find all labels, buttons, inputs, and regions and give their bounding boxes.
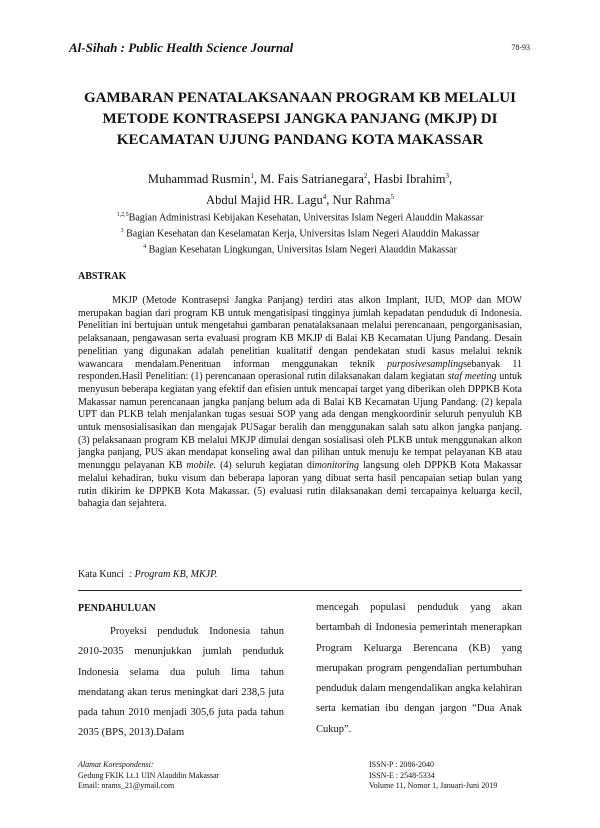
abstract-heading: ABSTRAK — [78, 271, 127, 282]
title-line: KECAMATAN UJUNG PANDANG KOTA MAKASSAR — [116, 132, 484, 148]
correspondence-footer — [78, 760, 219, 792]
affiliation-list — [60, 209, 540, 256]
author-affil-mark: 5 — [390, 193, 394, 202]
keywords — [78, 569, 217, 580]
author-affil-mark: 1 — [250, 172, 254, 180]
correspondence-email: Email: nrams_21@ymail.com — [78, 781, 175, 790]
divider — [78, 590, 522, 591]
correspondence-address: Gedung FKIK Lt.1 UIN Alauddin Makassar — [78, 770, 220, 780]
page-range: 78-93 — [511, 43, 530, 52]
correspondence-label: Alamat Korespondensi: — [78, 760, 154, 769]
abstract-body: MKJP (Metode Kontrasepsi Jangka Panjang) terdiri atas alkon Implant, IUD, MOP dan MOW merupakan bagian dari program KB untuk mengatisipasi tingginya jumlah kepadatan penduduk di Indonesia. Penelitian ini bertujuan untuk mengetahui gambaran penatalaksanaan melalui perencanaan, pengorganisasian, pelaksanaan, pengawasan serta evaluasi program KB MKJP di Balai KB Kecamatan Ujung Pandang. Desain penelitian yang digunakan adalah penelitian kualitatif dengan pendekatan studi kasus melalui teknik wawancara mendalam.Penentuan informan menggunakan teknik purposivesamplingsebanyak 11 responden.Hasil Penelitian: (1) perencanaan operasional rutin dilaksanakan dalam kegiatan staf meeting untuk menyusun beberapa kegiatan yang efektif dan efisien untuk mencapai target yang diberikan oleh DPPKB Kota Makassar namun perencanaan jangka panjang belum ada di Balai KB Kecamatan Ujung Pandang. (2) kepala UPT dan PLKB telah menjalankan tugas sesuai SOP yang ada dengan mengkoordinir seluruh penyuluh KB untuk mensosialisasikan dan mengajak PUSagar beralih dan menggunakan salah satu alkon jangka panjang. (3) pelaksanaan program KB melalui MKJP dimulai dengan sosialisasi oleh PLKB untuk menggunakan alkon jangka panjang, PUS akan mendapat konseling awal dan pilihan untuk menuju ke tempat pelayanan KB atau menunggu pelayanan KB mobile. (4) seluruh kegiatan dimonitoring langsung oleh DPPKB Kota Makassar melalui kehadiran, buku visum dan beberapa laporan yang dibuat serta hasil pencapaian setiap bulan yang rutin dikirim ke DPPKB Kota Makassar. (5) evaluasi rutin dilaksanakan demi tercapainya keluarga kecil, bahagia dan sejahtera. — [78, 295, 523, 510]
author-name: Hasbi Ibrahim — [373, 172, 446, 187]
section-heading: PENDAHULUAN — [78, 603, 156, 614]
author-name: Abdul Majid HR. Lagu — [206, 193, 323, 208]
issn-print: ISSN-P : 2086-2040 — [369, 760, 435, 769]
author-name: M. Fais Satrianegara — [260, 172, 364, 187]
affiliation: $^{1,2,5}$Bagian Administrasi Kebijakan Kesehatan, Universitas Islam Negeri Alauddin Makassar — [116, 212, 484, 224]
author-affil-mark: 4 — [322, 193, 327, 202]
intro-left-column: Proyeksi penduduk Indonesia tahun 2010-2035 menunjukkan jumlah penduduk Indonesia selama dua puluh lima tahun mendatang akan terus meningkat dari 238,5 juta pada tahun 2010 menjadi 305,6 juta pada tahun 2035 (BPS, 2013).Dalam — [78, 626, 284, 739]
author-affil-mark: 2 — [363, 172, 368, 180]
volume-info: Volume 11, Nomor 1, Januari-Juni 2019 — [369, 781, 498, 790]
affiliation: $^3$ Bagian Kesehatan dan Keselamatan Kerja, Universitas Islam Negeri Alauddin Makassar — [120, 227, 480, 240]
journal-name: Al-Sihah : Public Health Science Journal — [69, 40, 294, 55]
issn-footer — [369, 760, 497, 792]
author-name: Nur Rahma — [332, 193, 391, 208]
intro-right-column: mencegah populasi penduduk yang akan bertambah di Indonesia pemerintah menerapkan Program Keluarga Berencana (KB) yang merupakan program pengendalian pertumbuhan penduduk dalam mengendalikan angka kelahiran serta kematian ibu dengan jargon “Dua Anak Cukup”. — [316, 602, 522, 735]
author-affil-mark: 3 — [445, 172, 449, 180]
author-name: Muhammad Rusmin — [147, 172, 251, 187]
affiliation: $^4$ Bagian Kesehatan Lingkungan, Universitas Islam Negeri Alauddin Makassar — [143, 243, 457, 255]
keywords-value: : Program KB, MKJP. — [128, 569, 218, 580]
keywords-label: Kata Kunci — [78, 569, 124, 580]
title-line: GAMBARAN PENATALAKSANAAN PROGRAM KB MELALUI — [84, 90, 516, 106]
issn-electronic: ISSN-E : 2548-5334 — [369, 770, 435, 780]
author-list: Muhammad Rusmin$^1$, M. Fais Satrianegara$^2$, Hasbi Ibrahim$^3$, Abdul Majid HR. Lagu$^4$, Nur Rahma$^5$ — [147, 172, 453, 208]
article-title — [60, 88, 540, 151]
title-line: METODE KONTRASEPSI JANGKA PANJANG (MKJP) DI — [102, 111, 498, 127]
